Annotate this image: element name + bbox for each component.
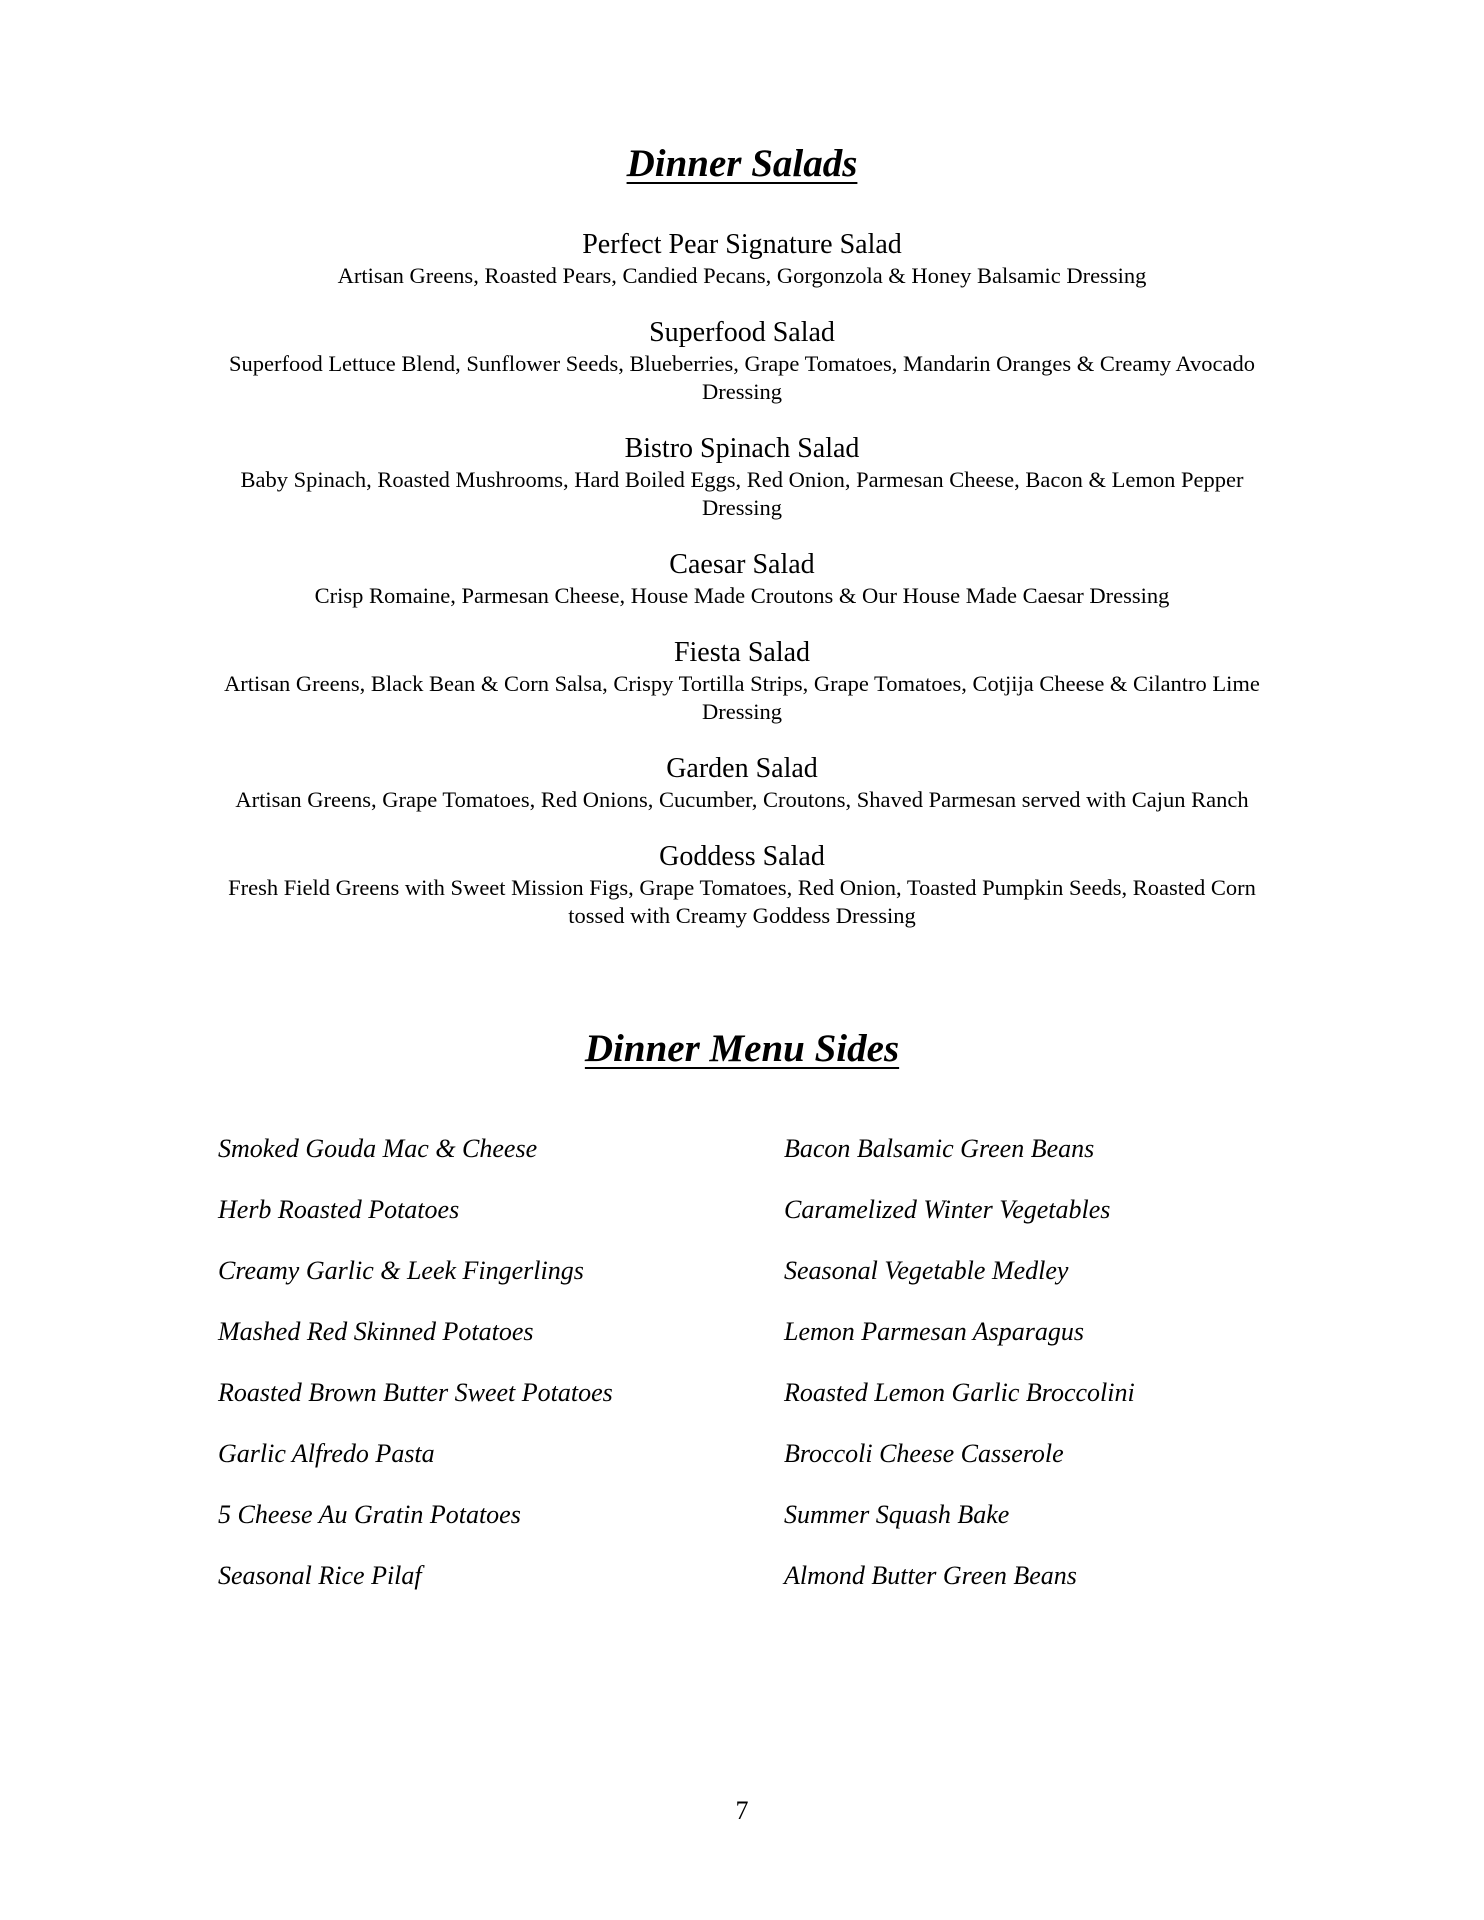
side-item: Almond Butter Green Beans (784, 1561, 1077, 1590)
salad-item (200, 636, 1284, 726)
salad-description: Artisan Greens, Black Bean & Corn Salsa, Crispy Tortilla Strips, Grape Tomatoes, Cotjija Cheese & Cilantro Lime Dressing (224, 671, 1260, 724)
salad-name: Perfect Pear Signature Salad (582, 229, 902, 260)
side-item: Roasted Brown Butter Sweet Potatoes (218, 1378, 613, 1407)
salad-description: Superfood Lettuce Blend, Sunflower Seeds, Blueberries, Grape Tomatoes, Mandarin Oranges & Creamy Avocado Dressing (228, 351, 1256, 404)
side-item: 5 Cheese Au Gratin Potatoes (218, 1500, 521, 1529)
salad-name: Bistro Spinach Salad (624, 433, 860, 464)
sides-column-left (218, 1134, 784, 1622)
dinner-salads-heading: Dinner Salads (626, 142, 858, 185)
salad-name: Goddess Salad (659, 841, 825, 872)
side-item: Seasonal Rice Pilaf (218, 1561, 422, 1590)
salad-item (200, 228, 1284, 290)
salad-description: Artisan Greens, Roasted Pears, Candied Pecans, Gorgonzola & Honey Balsamic Dressing (337, 263, 1147, 288)
salad-description: Fresh Field Greens with Sweet Mission Figs, Grape Tomatoes, Red Onion, Toasted Pumpkin Seeds, Roasted Corn tossed with Creamy Goddess Dressing (228, 875, 1256, 928)
salad-description: Artisan Greens, Grape Tomatoes, Red Onions, Cucumber, Croutons, Shaved Parmesan served with Cajun Ranch (235, 787, 1249, 812)
side-item: Creamy Garlic & Leek Fingerlings (218, 1256, 584, 1285)
side-item: Herb Roasted Potatoes (218, 1195, 460, 1224)
salad-description: Baby Spinach, Roasted Mushrooms, Hard Boiled Eggs, Red Onion, Parmesan Cheese, Bacon & Lemon Pepper Dressing (240, 467, 1244, 520)
salad-item (200, 316, 1284, 406)
side-item: Broccoli Cheese Casserole (784, 1439, 1064, 1468)
page-number: 7 (735, 1796, 749, 1825)
side-item: Caramelized Winter Vegetables (784, 1195, 1111, 1224)
salad-name: Garden Salad (666, 753, 818, 784)
side-item: Summer Squash Bake (784, 1500, 1010, 1529)
side-item: Smoked Gouda Mac & Cheese (218, 1134, 538, 1163)
salad-item (200, 840, 1284, 930)
side-item: Garlic Alfredo Pasta (218, 1439, 435, 1468)
side-item: Roasted Lemon Garlic Broccolini (784, 1378, 1135, 1407)
salad-item (200, 432, 1284, 522)
salad-item (200, 548, 1284, 610)
salad-name: Superfood Salad (649, 317, 835, 348)
dinner-menu-sides-heading: Dinner Menu Sides (584, 1027, 900, 1070)
salad-description: Crisp Romaine, Parmesan Cheese, House Made Croutons & Our House Made Caesar Dressing (314, 583, 1170, 608)
salad-name: Caesar Salad (669, 549, 815, 580)
side-item: Lemon Parmesan Asparagus (784, 1317, 1084, 1346)
side-item: Bacon Balsamic Green Beans (784, 1134, 1095, 1163)
side-item: Mashed Red Skinned Potatoes (218, 1317, 534, 1346)
salad-name: Fiesta Salad (673, 637, 811, 668)
sides-list (218, 1134, 1318, 1622)
side-item: Seasonal Vegetable Medley (784, 1256, 1069, 1285)
sides-column-right (784, 1134, 1318, 1622)
salad-item (200, 752, 1284, 814)
salad-list (200, 228, 1284, 956)
